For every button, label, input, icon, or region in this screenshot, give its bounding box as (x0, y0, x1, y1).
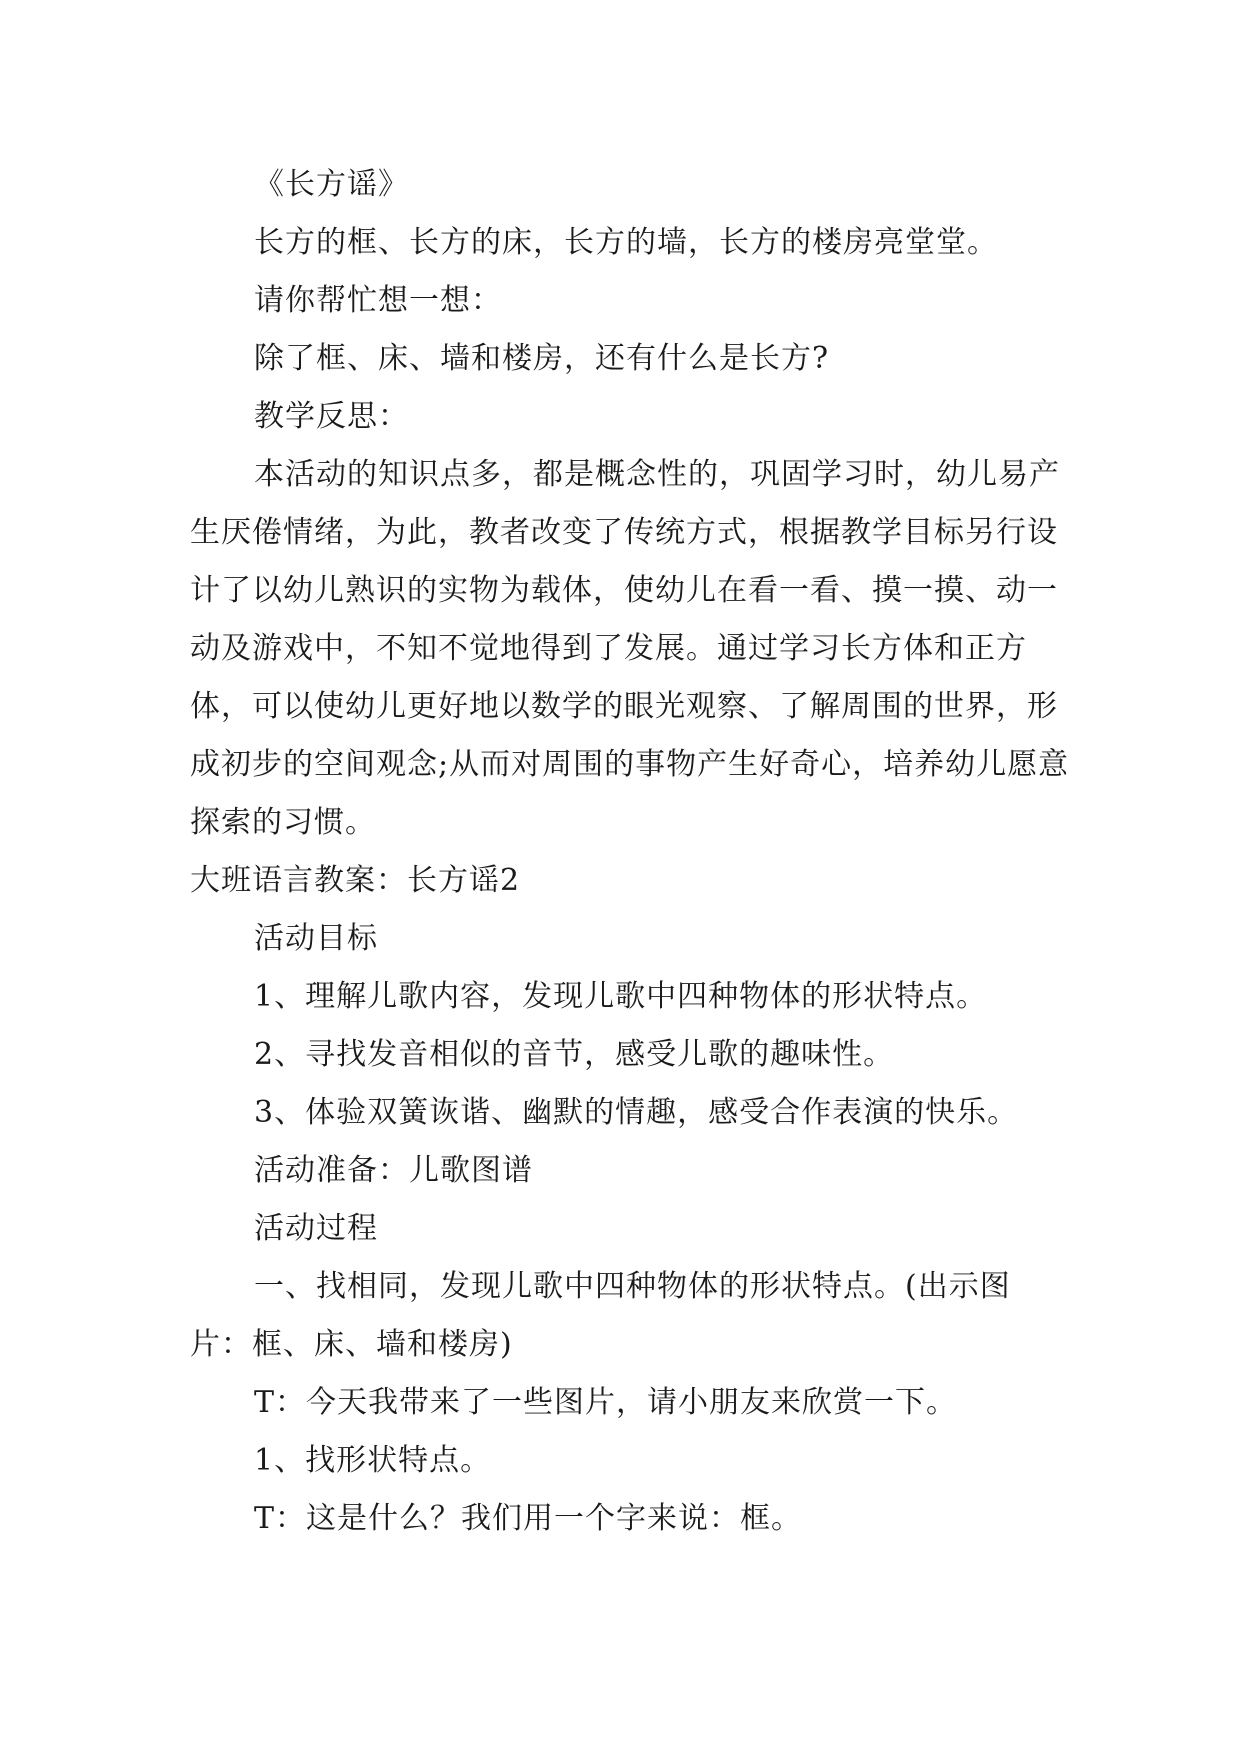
teacher-line-1: T：今天我带来了一些图片，请小朋友来欣赏一下。 (254, 1385, 958, 1420)
document-body (190, 156, 1070, 1548)
poem-question: 除了框、床、墙和楼房，还有什么是长方? (254, 341, 830, 376)
preparation-line: 活动准备：儿歌图谱 (254, 1153, 533, 1188)
teacher-line-2: T：这是什么？我们用一个字来说：框。 (254, 1501, 803, 1536)
reflection-heading: 教学反思： (254, 399, 409, 434)
process-step-1: 一、找相同，发现儿歌中四种物体的形状特点。(出示图片：框、床、墙和楼房) (190, 1269, 1011, 1362)
sub-step-1: 1、找形状特点。 (254, 1443, 492, 1478)
reflection-paragraph: 本活动的知识点多，都是概念性的，巩固学习时，幼儿易产生厌倦情绪，为此，教者改变了传统方式，根据教学目标另行设计了以幼儿熟识的实物为载体，使幼儿在看一看、摸一摸、动一动及游戏中，不知不觉地得到了发展。通过学习长方体和正方体，可以使幼儿更好地以数学的眼光观察、了解周围的世界，形成初步的空间观念;从而对周围的事物产生好奇心，培养幼儿愿意探索的习惯。 (190, 457, 1070, 840)
poem-title: 《长方谣》 (254, 167, 409, 202)
section-title: 大班语言教案：长方谣2 (190, 863, 521, 898)
objective-item-2: 2、寻找发音相似的音节，感受儿歌的趣味性。 (254, 1037, 895, 1072)
poem-line: 长方的框、长方的床，长方的墙，长方的楼房亮堂堂。 (254, 225, 998, 260)
poem-question-intro: 请你帮忙想一想： (254, 283, 502, 318)
objective-item-1: 1、理解儿歌内容，发现儿歌中四种物体的形状特点。 (254, 979, 988, 1014)
process-heading: 活动过程 (254, 1211, 378, 1246)
objective-item-3: 3、体验双簧诙谐、幽默的情趣，感受合作表演的快乐。 (254, 1095, 1019, 1130)
objectives-heading: 活动目标 (254, 921, 378, 956)
